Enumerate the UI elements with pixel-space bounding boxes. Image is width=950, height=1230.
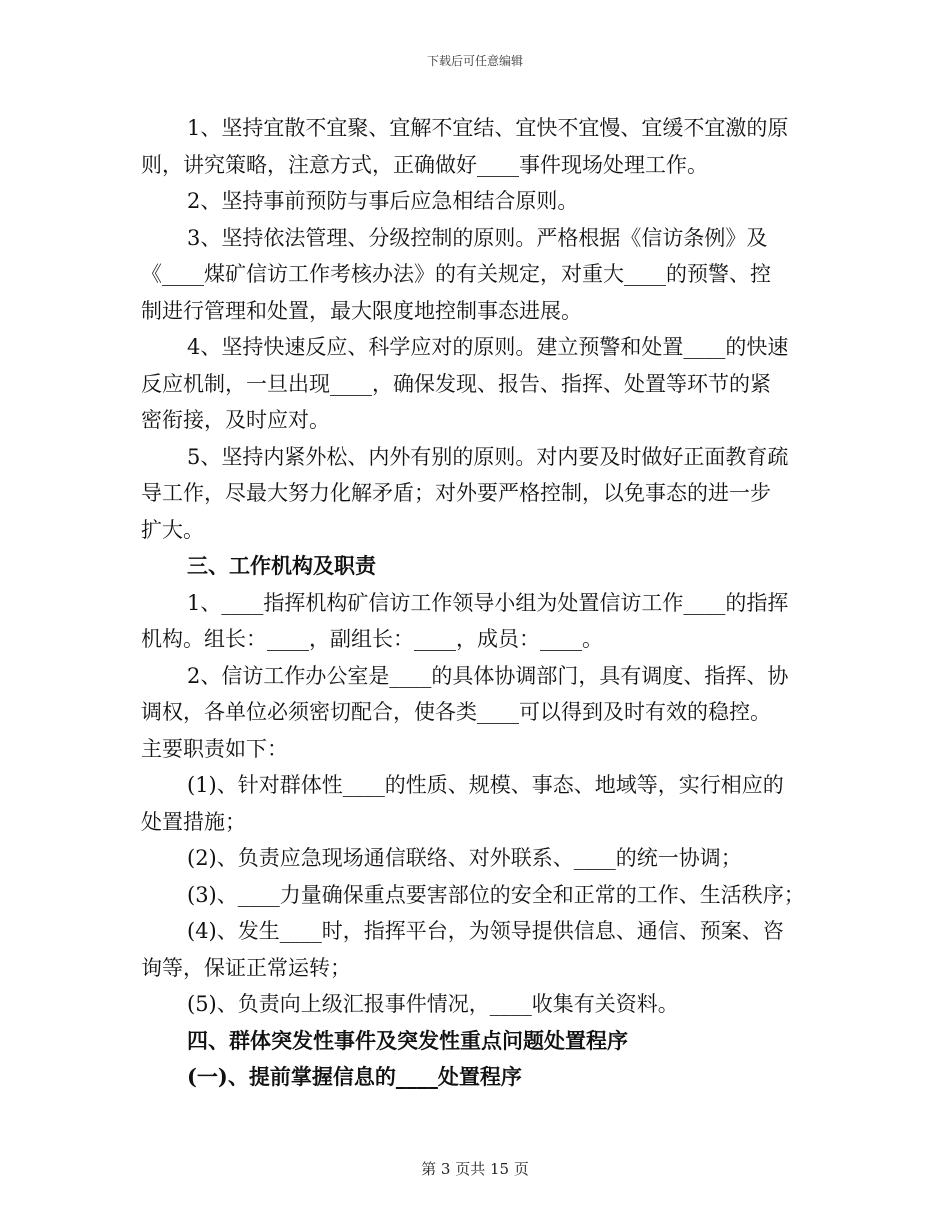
section-heading: (一)、提前掌握信息的____处置程序	[187, 1064, 522, 1089]
text-line: 调权，各单位必须密切配合，使各类____可以得到及时有效的稳控。	[141, 700, 771, 724]
text-line: 机构。组长：____，副组长：____，成员：____。	[141, 627, 603, 651]
text-line: 制进行管理和处置，最大限度地控制事态进展。	[141, 298, 582, 323]
text-line: (2)、负责应急现场通信联络、对外联系、____的统一协调；	[187, 846, 742, 870]
text-line: 《____煤矿信访工作考核办法》的有关规定，对重大____的预警、控	[141, 262, 771, 286]
text-line: 扩大。	[141, 517, 204, 542]
text-line: 4、坚持快速反应、科学应对的原则。建立预警和处置____的快速	[187, 335, 789, 359]
text-line: (1)、针对群体性____的性质、规模、事态、地域等，实行相应的	[187, 773, 784, 797]
text-line: 导工作，尽最大努力化解矛盾；对外要严格控制，以免事态的进一步	[141, 481, 771, 505]
text-line: 反应机制，一旦出现____，确保发现、报告、指挥、处置等环节的紧	[141, 371, 771, 396]
text-line: 1、坚持宜散不宜聚、宜解不宜结、宜快不宜慢、宜缓不宜激的原	[187, 116, 789, 140]
page-header: 下载后可任意编辑	[426, 54, 523, 68]
text-line: 2、信访工作办公室是____的具体协调部门，具有调度、指挥、协	[187, 663, 789, 688]
text-line: 主要职责如下：	[141, 736, 288, 761]
text-line: 密衔接，及时应对。	[141, 408, 330, 432]
text-line: 2、坚持事前预防与事后应急相结合原则。	[187, 189, 579, 213]
text-line: 询等，保证正常运转；	[141, 955, 351, 980]
section-heading: 三、工作机构及职责	[187, 553, 376, 578]
text-line: 5、坚持内紧外松、内外有别的原则。对内要及时做好正面教育疏	[187, 444, 789, 469]
text-line: 则，讲究策略，注意方式，正确做好____事件现场处理工作。	[141, 152, 708, 177]
section-heading: 四、群体突发性事件及突发性重点问题处置程序	[187, 1027, 628, 1053]
text-line: (4)、发生____时，指挥平台，为领导提供信息、通信、预案、咨	[187, 919, 784, 943]
text-line: 1、____指挥机构矿信访工作领导小组为处置信访工作____的指挥	[187, 590, 789, 615]
text-line: 3、坚持依法管理、分级控制的原则。严格根据《信访条例》及	[187, 225, 768, 250]
document-body	[141, 110, 809, 1096]
text-line: 处置措施；	[141, 809, 246, 834]
text-line: (5)、负责向上级汇报事件情况，____收集有关资料。	[187, 992, 679, 1016]
text-line: (3)、____力量确保重点要害部位的安全和正常的工作、生活秩序；	[187, 882, 805, 907]
page-footer: 第 3 页共 15 页	[421, 1160, 529, 1178]
